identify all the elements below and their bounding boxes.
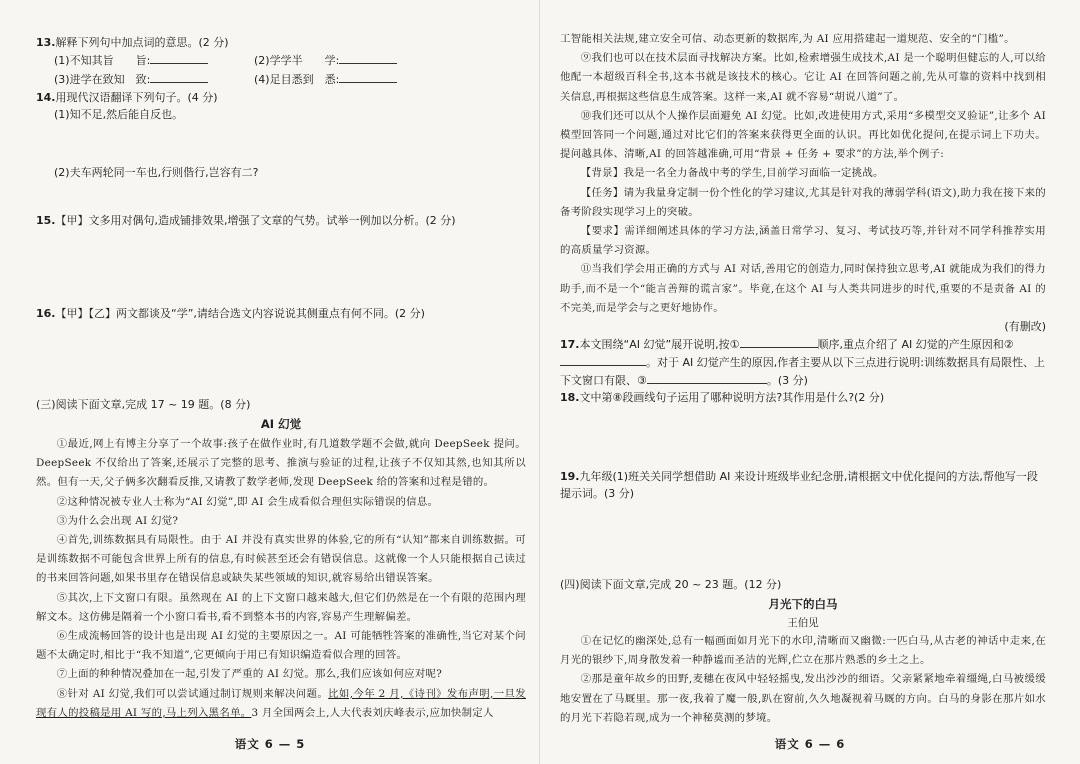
underlined-sentence: 比如,今年 2 月,《诗刊》发布声明,一旦发现有人的投稿是用 AI 写的,马上列入黑名单。	[36, 687, 526, 719]
article2-title: 月光下的白马	[768, 597, 838, 612]
example-requirement: 【要求】需详细阐述具体的学习方法,涵盖日常学习、复习、考试技巧等,并针对不同学科推荐实用的高质量学习资源。	[560, 225, 1046, 257]
q13-item-1: (1)不知其旨 旨:	[54, 51, 254, 70]
section-3-heading: (三)阅读下面文章,完成 17 ~ 19 题。(8 分)	[36, 398, 251, 411]
question-14: 14.用现代汉语翻译下列句子。(4 分)	[36, 91, 218, 104]
source-note: (有删改)	[1004, 320, 1046, 334]
paragraph-1: ①最近,网上有博主分享了一个故事:孩子在做作业时,有几道数学题不会做,就向 DeepSeek 提问。DeepSeek 不仅给出了答案,还展示了完整的思考、推演与验证的过程,让孩子不仅知其然,也知其所以然。但有一天,父子俩多次翻看反推,又请教了数学老师,发现 DeepSeek 给的答案和过程是错的。	[36, 438, 526, 489]
question-19: 19.九年级(1)班关关同学想借助 AI 来设计班级毕业纪念册,请根据文中优化提问的方法,帮他写一段提示词。(3 分)	[560, 470, 1038, 501]
paragraph-10: ⑩我们还可以从个人操作层面避免 AI 幻觉。比如,改进使用方式,采用“多模型交叉验证”,让多个 AI 模型回答同一个问题,通过对比它们的答案来获得更全面的认识。再比如优化提问,在提示词上下功夫。提问越具体、清晰,AI 的回答越准确,可用“背景 + 任务 + 要求”的方法,举个例子:	[560, 109, 1046, 161]
paragraph-4: ④首先,训练数据具有局限性。由于 AI 并没有真实世界的体验,它的所有“认知”都来自训练数据。可是训练数据不可能包含世界上所有的信息,有时候甚至还会有错误信息。这就像一个人只能根据自己读过的书来回答问题,如果书里存在错误信息或缺失某些领域的知识,就容易给出错误答案。	[36, 534, 526, 585]
paragraph-3: ③为什么会出现 AI 幻觉?	[56, 514, 179, 527]
q14-sentence-1: (1)知不足,然后能自反也。	[54, 108, 184, 121]
question-16: 16.【甲】【乙】两文都谈及“学”,请结合选文内容说说其侧重点有何不同。(2 分)	[36, 307, 425, 320]
article2-paragraph-2: ②那是童年故乡的田野,麦穗在夜风中轻轻摇曳,发出沙沙的细语。父亲紧紧地牵着缰绳,白马被缓缓地安置在了马厩里。那一夜,我着了魔一般,趴在窗前,久久地凝视着马厩的方向。白马的身影在那片如水的月光下若隐若现,成为一个神秘莫测的梦境。	[560, 673, 1046, 724]
question-13-items	[36, 51, 526, 89]
paragraph-6: ⑥生成流畅回答的设计也是出现 AI 幻觉的主要原因之一。AI 可能牺牲答案的准确性,当它对某个问题不太确定时,相比于“我不知道”,它更倾向于用已有知识编造看似合理的回答。	[36, 630, 526, 662]
q13-item-2: (2)学学半 学:	[254, 51, 454, 70]
paragraph-8: ⑧针对 AI 幻觉,我们可以尝试通过制订规则来解决问题。比如,今年 2 月,《诗刊》发布声明,一旦发现有人的投稿是用 AI 写的,马上列入黑名单。3 月全国两会上,人大代表刘庆峰表示,应加快制定人	[36, 687, 526, 719]
page-footer-right: 语文 6 — 6	[774, 737, 846, 751]
right-page	[540, 0, 1080, 764]
paragraph-7: ⑦上面的种种情况叠加在一起,引发了严重的 AI 幻觉。那么,我们应该如何应对呢?	[56, 668, 443, 681]
article2-paragraph-1: ①在记忆的幽深处,总有一幅画面如月光下的水印,清晰而又幽微:一匹白马,从古老的神话中走来,在月光的银纱下,周身散发着一种静谧而圣洁的光辉,伫立在那片熟悉的乡土之上。	[560, 635, 1046, 667]
paragraph-11: ⑪当我们学会用正确的方式与 AI 对话,善用它的创造力,同时保持独立思考,AI 就能成为我们的得力助手,而不是一个“能言善辩的谎言家”。毕竟,在这个 AI 与人类共同进步的时代,重要的不是责备 AI 的不完美,而是学会与之更好地协作。	[560, 263, 1046, 314]
question-13: 13.解释下列句中加点词的意思。(2 分)	[36, 36, 229, 49]
q13-item-4: (4)足目悉到 悉:	[254, 70, 454, 89]
article-title: AI 幻觉	[260, 417, 302, 431]
section-4-heading: (四)阅读下面文章,完成 20 ~ 23 题。(12 分)	[560, 578, 782, 592]
example-task: 【任务】请为我量身定制一份个性化的学习建议,尤其是针对我的薄弱学科(语文),助力我在接下来的备考阶段实现学习上的突破。	[560, 186, 1046, 218]
paragraph-9: ⑨我们也可以在技术层面寻找解决方案。比如,检索增强生成技术,AI 是一个聪明但健忘的人,可以给他配一本超级百科全书,这本书就是该技术的核心。它让 AI 在回答问题之前,先从可靠的资料中找到相关信息,再根据这些信息生成答案。这样一来,AI 就不容易“胡说八道”了。	[560, 52, 1046, 103]
question-15: 15.【甲】文多用对偶句,造成铺排效果,增强了文章的气势。试举一例加以分析。(2 分)	[36, 214, 456, 227]
q14-sentence-2: (2)夫车两轮同一车也,行则偕行,岂容有二?	[54, 166, 259, 179]
q13-item-3: (3)进学在致知 致:	[54, 70, 254, 89]
question-18: 18.文中第⑧段画线句子运用了哪种说明方法?其作用是什么?(2 分)	[560, 391, 885, 405]
example-background: 【背景】我是一名全力备战中考的学生,目前学习面临一定挑战。	[580, 167, 884, 180]
paragraph-8-cont: 工智能相关法规,建立安全可信、动态更新的数据库,为 AI 应用搭建起一道规范、安全的“门槛”。	[560, 33, 1015, 45]
paragraph-2: ②这种情况被专业人士称为“AI 幻觉”,即 AI 会生成看似合理但实际错误的信息。	[56, 495, 439, 508]
article2-author: 王伯见	[787, 617, 819, 630]
paragraph-5: ⑤其次,上下文窗口有限。虽然现在 AI 的上下文窗口越来越大,但它们仍然是在一个有限的范围内理解文本。这仿佛是隔着一个小窗口看书,看不到整本书的内容,容易产生理解偏差。	[36, 591, 526, 623]
page-footer-left: 语文 6 — 5	[234, 737, 306, 751]
question-17: 17.本文围绕“AI 幻觉”展开说明,按① 顺序,重点介绍了 AI 幻觉的产生原因和②。对于 AI 幻觉产生的原因,作者主要从以下三点进行说明:训练数据具有局限性、上下文窗口有限、③ 。(3 分)	[560, 335, 1046, 389]
